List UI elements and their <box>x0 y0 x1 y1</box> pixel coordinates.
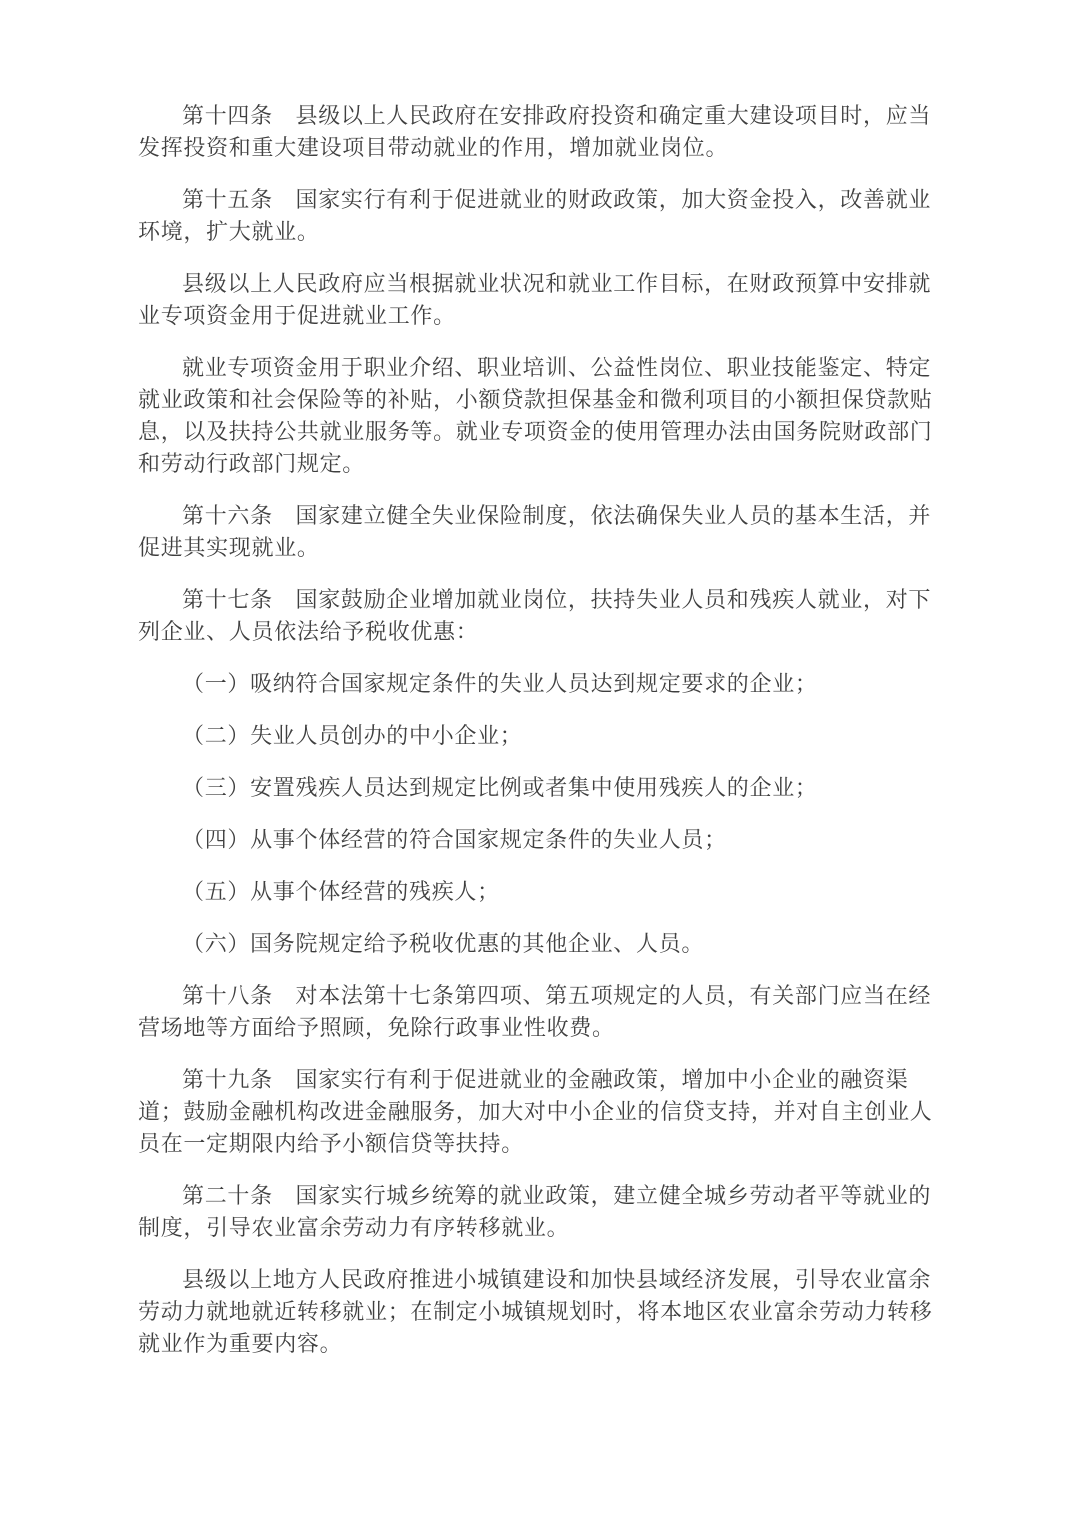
text-line: 第十九条 国家实行有利于促进就业的金融政策，增加中小企业的融资渠 <box>182 1067 909 1092</box>
text-line: 就业专项资金用于职业介绍、职业培训、公益性岗位、职业技能鉴定、特定 <box>182 355 932 380</box>
text-line: 就业作为重要内容。 <box>138 1331 343 1356</box>
text-line: 环境，扩大就业。 <box>138 219 320 244</box>
text-line: 列企业、人员依法给予税收优惠： <box>138 619 479 644</box>
paragraph <box>138 980 934 1044</box>
text-line: 第十七条 国家鼓励企业增加就业岗位，扶持失业人员和残疾人就业，对下 <box>182 587 932 612</box>
paragraph <box>138 268 934 332</box>
text-line: 制度，引导农业富余劳动力有序转移就业。 <box>138 1215 570 1240</box>
text-line: 和劳动行政部门规定。 <box>138 451 366 476</box>
text-line: 第十四条 县级以上人民政府在安排政府投资和确定重大建设项目时，应当 <box>182 103 932 128</box>
text-line: 发挥投资和重大建设项目带动就业的作用，增加就业岗位。 <box>138 135 729 160</box>
paragraph <box>138 772 934 804</box>
text-line: 第十五条 国家实行有利于促进就业的财政政策，加大资金投入，改善就业 <box>182 187 932 212</box>
text-line: 第十八条 对本法第十七条第四项、第五项规定的人员，有关部门应当在经 <box>182 983 932 1008</box>
paragraph <box>138 876 934 908</box>
paragraph <box>138 584 934 648</box>
text-line: 员在一定期限内给予小额信贷等扶持。 <box>138 1131 524 1156</box>
text-line: （二）失业人员创办的中小企业； <box>182 723 523 748</box>
text-line: 促进其实现就业。 <box>138 535 320 560</box>
text-line: （一）吸纳符合国家规定条件的失业人员达到规定要求的企业； <box>182 671 818 696</box>
text-line: 营场地等方面给予照顾，免除行政事业性收费。 <box>138 1015 615 1040</box>
text-line: 息，以及扶持公共就业服务等。就业专项资金的使用管理办法由国务院财政部门 <box>138 419 933 444</box>
text-line: 就业政策和社会保险等的补贴，小额贷款担保基金和微利项目的小额担保贷款贴 <box>138 387 933 412</box>
text-line: 道；鼓励金融机构改进金融服务，加大对中小企业的信贷支持，并对自主创业人 <box>138 1099 933 1124</box>
paragraph <box>138 100 934 164</box>
text-line: （五）从事个体经营的残疾人； <box>182 879 500 904</box>
document-content <box>138 100 934 1380</box>
text-line: 劳动力就地就近转移就业；在制定小城镇规划时，将本地区农业富余劳动力转移 <box>138 1299 933 1324</box>
text-line: 第十六条 国家建立健全失业保险制度，依法确保失业人员的基本生活，并 <box>182 503 932 528</box>
text-line: 第二十条 国家实行城乡统筹的就业政策，建立健全城乡劳动者平等就业的 <box>182 1183 932 1208</box>
text-line: （三）安置残疾人员达到规定比例或者集中使用残疾人的企业； <box>182 775 818 800</box>
paragraph <box>138 1064 934 1160</box>
paragraph <box>138 184 934 248</box>
paragraph <box>138 824 934 856</box>
paragraph <box>138 352 934 480</box>
text-line: 县级以上地方人民政府推进小城镇建设和加快县域经济发展，引导农业富余 <box>182 1267 932 1292</box>
paragraph <box>138 500 934 564</box>
text-line: 县级以上人民政府应当根据就业状况和就业工作目标，在财政预算中安排就 <box>182 271 932 296</box>
paragraph <box>138 720 934 752</box>
paragraph <box>138 928 934 960</box>
text-line: （六）国务院规定给予税收优惠的其他企业、人员。 <box>182 931 705 956</box>
paragraph <box>138 1180 934 1244</box>
paragraph <box>138 668 934 700</box>
text-line: 业专项资金用于促进就业工作。 <box>138 303 456 328</box>
paragraph <box>138 1264 934 1360</box>
text-line: （四）从事个体经营的符合国家规定条件的失业人员； <box>182 827 727 852</box>
